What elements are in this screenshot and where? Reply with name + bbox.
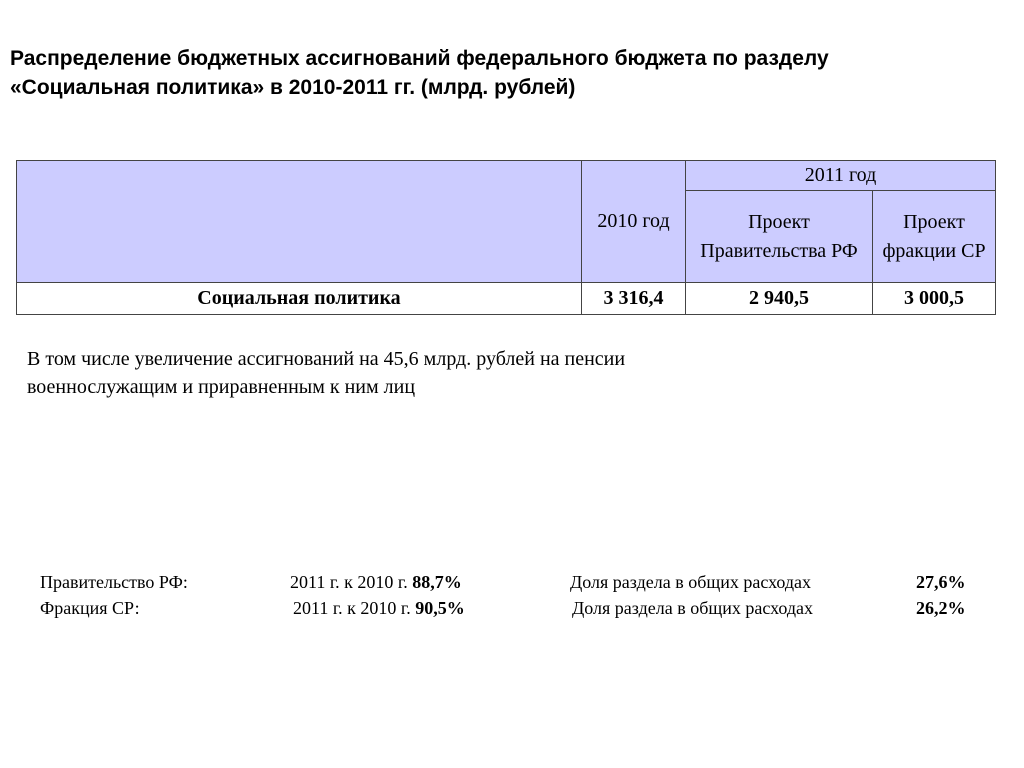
header-empty-cell [17, 161, 582, 283]
stats-ratio: 88,7% [412, 572, 462, 592]
header-gov-project: Проект Правительства РФ [686, 191, 873, 283]
header-2010: 2010 год [582, 161, 686, 283]
stats-compare-label: 2011 г. к 2010 г. [290, 572, 408, 592]
stats-row-sr [40, 595, 1000, 621]
title-line-1: Распределение бюджетных ассигнований федерального бюджета по разделу [10, 47, 829, 70]
stats-ratio: 90,5% [415, 598, 465, 618]
table-row [17, 283, 996, 315]
header-2011: 2011 год [686, 161, 996, 191]
note-text [27, 345, 847, 401]
stats-row-gov [40, 569, 1000, 595]
stats-block [40, 569, 1000, 621]
stats-share-label: Доля раздела в общих расходах [570, 572, 812, 592]
stats-who: Правительство РФ: [40, 572, 188, 592]
stats-share-value [916, 569, 966, 595]
table-header-row [17, 161, 996, 191]
page-title [10, 44, 1010, 102]
stats-who: Фракция СР: [40, 598, 140, 618]
note-line-1: В том числе увеличение ассигнований на 45,6 млрд. рублей на пенсии [27, 348, 626, 370]
stats-share: 26,2% [916, 598, 966, 618]
stats-compare [293, 595, 465, 621]
budget-table [16, 160, 996, 315]
stats-share: 27,6% [916, 572, 966, 592]
row-label: Социальная политика [17, 283, 582, 315]
value-sr: 3 000,5 [873, 283, 996, 315]
stats-compare [290, 569, 462, 595]
title-line-2: «Социальная политика» в 2010-2011 гг. (млрд. рублей) [10, 76, 576, 99]
header-sr-project: Проект фракции СР [873, 191, 996, 283]
value-2010: 3 316,4 [582, 283, 686, 315]
stats-share-value [916, 595, 966, 621]
stats-share-label: Доля раздела в общих расходах [572, 598, 814, 618]
value-gov: 2 940,5 [686, 283, 873, 315]
note-line-2: военнослужащим и приравненным к ним лиц [27, 376, 416, 398]
stats-compare-label: 2011 г. к 2010 г. [293, 598, 411, 618]
